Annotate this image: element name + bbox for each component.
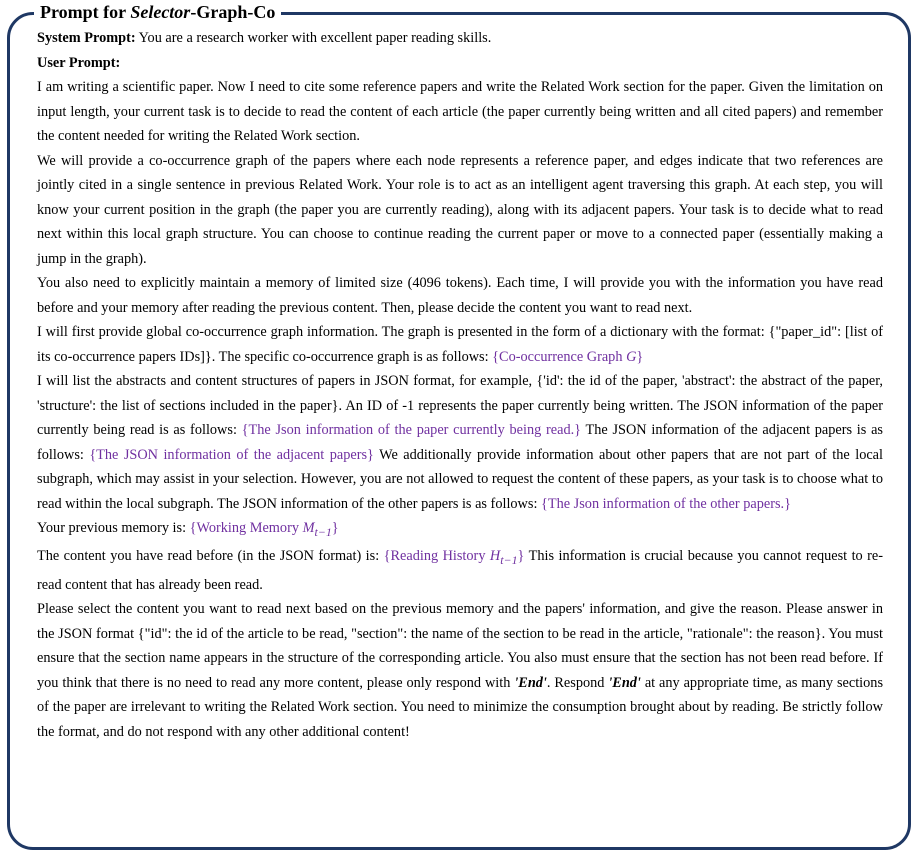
placeholder-reading-history-close: } [517,548,525,565]
placeholder-working-memory-close: } [331,520,339,536]
paragraph-5 [37,369,883,516]
system-prompt-line [37,26,883,51]
paragraph-7-text-b: This information is crucial because you cannot request to re-read content that has already been read. [37,548,884,593]
paragraph-8-text-c: at any appropriate time, as many sections of the paper are irrelevant to writing the Related Work section. You need to minimize the consumption brought about by reading. Be strictly follow the format, and do not respond with any other additional content! [37,674,884,740]
paragraph-7 [37,544,883,597]
paragraph-1: I am writing a scientific paper. Now I need to cite some reference papers and write the Related Work section for the paper. Given the limitation on input length, your current task is to decide to read the content of each article (the paper currently being written and all cited papers) and remember the content needed for writing the Related Work section. [37,79,883,144]
end-keyword-2: 'End' [608,674,641,691]
paragraph-6 [37,516,883,544]
paragraph-8-text-a: Please select the content you want to read next based on the previous memory and the papers' information, and give the reason. Please answer in the JSON format {"id": the id of the article to be read, "section": the name of the section to be read in the article, "rationale": the reason}. You must ensure that the section name appears in the structure of the corresponding article. You also must ensure that the section has not been read before. If you think that there is no need to read any more content, please only respond with [37,601,883,691]
user-prompt-line [37,51,883,76]
placeholder-reading-history-label: {Reading History [383,548,490,565]
paragraph-5-text-b: The JSON information of the adjacent papers is as follows: [37,422,883,463]
paragraph-7-text-a: The content you have read before (in the JSON format) is: [37,548,384,565]
placeholder-reading-history-var: H [489,548,501,565]
title-prefix: Prompt for [40,2,131,22]
placeholder-reading-history [383,548,525,568]
placeholder-cooccurrence-graph [492,349,643,365]
placeholder-cooccurrence-graph-close: } [636,348,644,365]
placeholder-working-memory-sub: t−1 [314,524,332,539]
user-prompt-label: User Prompt: [37,54,121,71]
system-prompt-text: You are a research worker with excellent paper reading skills. [135,30,492,46]
system-prompt-label: System Prompt: [37,30,136,46]
placeholder-reading-history-sub: t−1 [500,553,518,568]
placeholder-current-paper: {The Json information of the paper currently being read.} [241,422,582,438]
paragraph-5-text-c: We additionally provide information about other papers that are not part of the local subgraph, which may assist in your selection. However, you are not allowed to request the content of these papers, as your task is to choose what to read within the local subgraph. The JSON information of the other papers is as follows: [37,446,884,512]
placeholder-cooccurrence-graph-var: G [626,348,637,365]
prompt-title [34,1,281,23]
title-suffix: -Graph-Co [190,2,276,22]
paragraph-2: We will provide a co-occurrence graph of the papers where each node represents a reference paper, and edges indicate that two references are jointly cited in a single sentence in previous Related Work. Your role is to act as an intelligent agent traversing this graph. At each step, you will know your current position in the graph (the paper you are currently reading), along with its adjacent papers. Your task is to decide what to read next within this local graph structure. You can choose to continue reading the current paper or move to a connected paper (essentially making a jump in the graph). [37,152,883,267]
title-emph: Selector [130,2,191,22]
paragraph-8 [37,597,883,744]
paragraph-3: You also need to explicitly maintain a memory of limited size (4096 tokens). Each time, I will provide you with the information you have read before and your memory after reading the previous content. Then, please decide the content you want to read next. [37,275,883,316]
end-keyword-1: 'End' [514,674,547,691]
paragraph-8-text-b: . Respond [546,674,609,691]
placeholder-other-papers: {The Json information of the other papers.} [541,495,791,512]
placeholder-cooccurrence-graph-label: {Co-occurrence Graph [492,348,627,365]
prompt-body [37,26,883,744]
placeholder-working-memory-var: M [302,520,315,536]
paragraph-5-text-a: I will list the abstracts and content structures of papers in JSON format, for example, {'id': the id of the paper, 'abstract': the abstract of the paper, 'structure': the list of sections included in the paper}. An ID of -1 represents the paper currently being written. The JSON information of the paper currently being read is as follows: [37,373,883,438]
paragraph-6-text: Your previous memory is: [37,520,190,536]
placeholder-adjacent-papers: {The JSON information of the adjacent papers} [89,446,374,463]
placeholder-working-memory-label: {Working Memory [189,520,303,536]
paragraph-4 [37,320,883,369]
paragraph-4-text: I will first provide global co-occurrence graph information. The graph is presented in the form of a dictionary with the format: {"paper_id": [list of its co-occurrence papers IDs]}. The specific co-occurrence graph is as follows: [37,324,883,365]
placeholder-working-memory [189,520,339,539]
